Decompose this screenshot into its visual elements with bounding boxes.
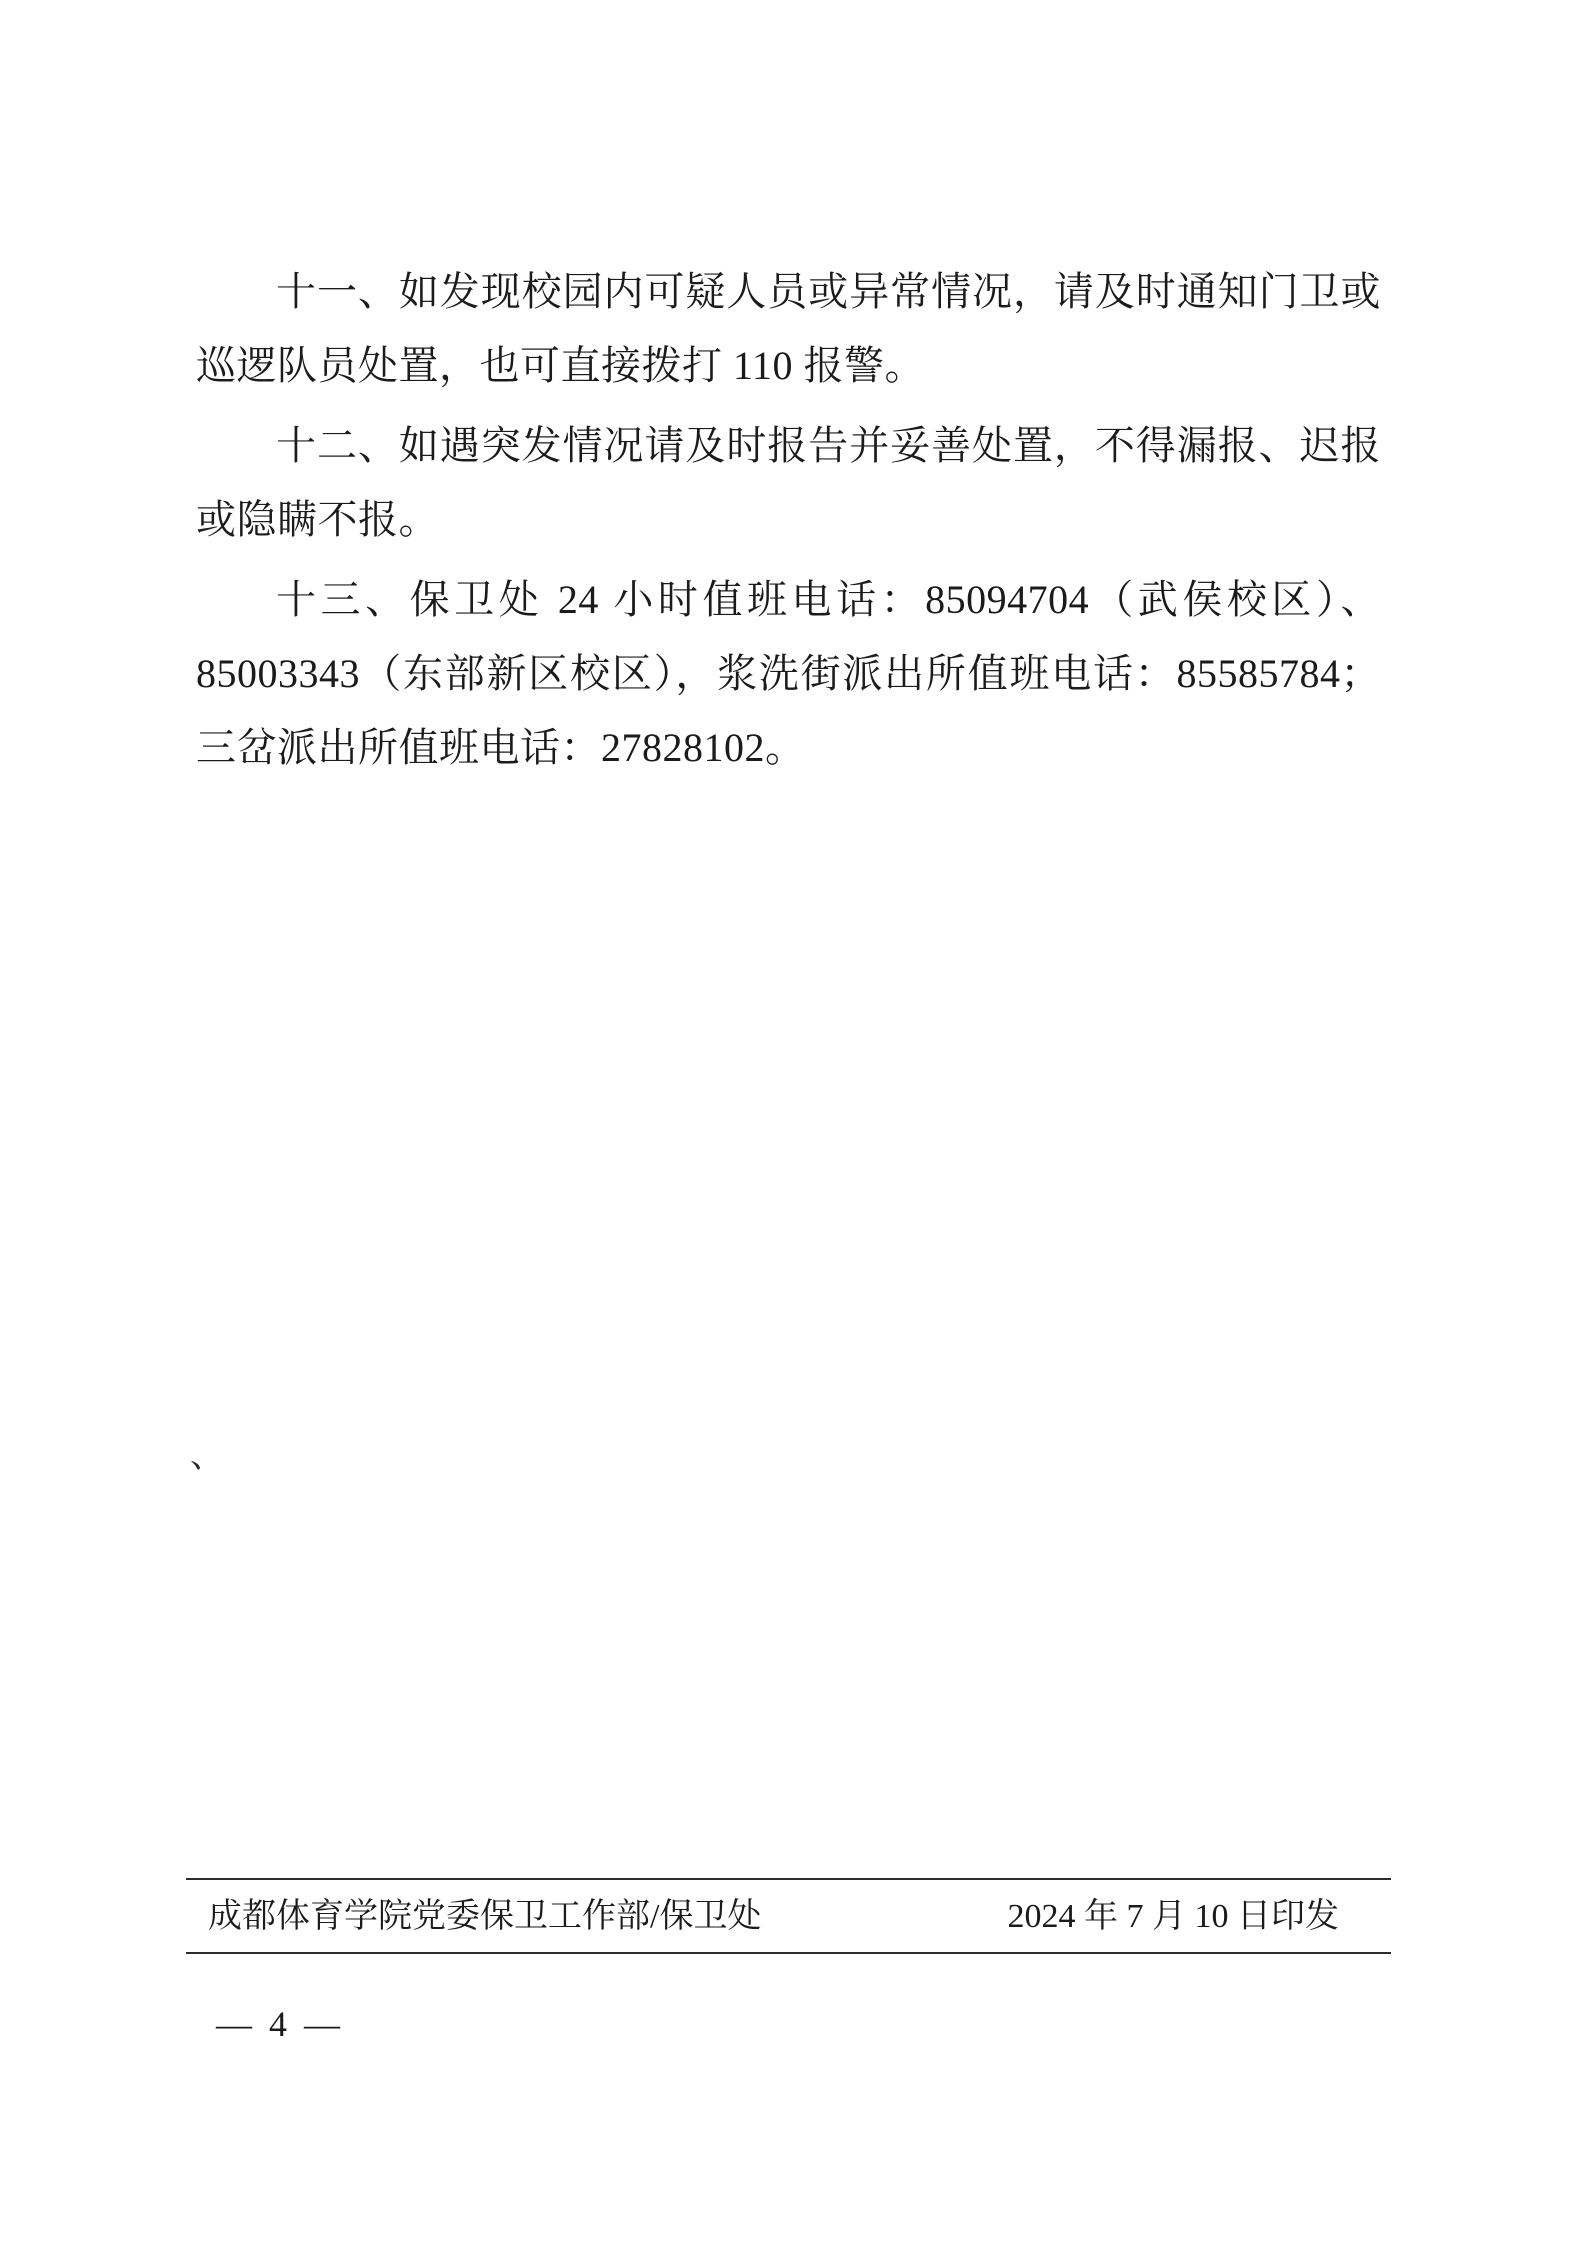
paragraph-thirteen: 十三、保卫处 24 小时值班电话：85094704（武侯校区）、85003343（东部新区校区），浆洗街派出所值班电话：85585784；三岔派出所值班电话：27828102。 [196,577,1381,770]
footer-issuer: 成都体育学院党委保卫工作部/保卫处 [208,1898,762,1935]
footer-row [186,1880,1391,1952]
page-footer [186,1878,1391,1954]
footer-divider-bottom [186,1952,1391,1954]
document-body [196,255,1381,785]
paragraph-twelve: 十二、如遇突发情况请及时报告并妥善处置，不得漏报、迟报或隐瞒不报。 [196,423,1381,542]
paragraph-eleven: 十一、如发现校园内可疑人员或异常情况，请及时通知门卫或巡逻队员处置，也可直接拨打 110 报警。 [196,269,1381,388]
footer-date: 2024 年 7 月 10 日印发 [1007,1898,1339,1935]
stray-punctuation-mark: 、 [190,1438,224,1475]
page-number: — 4 — [216,2004,344,2044]
